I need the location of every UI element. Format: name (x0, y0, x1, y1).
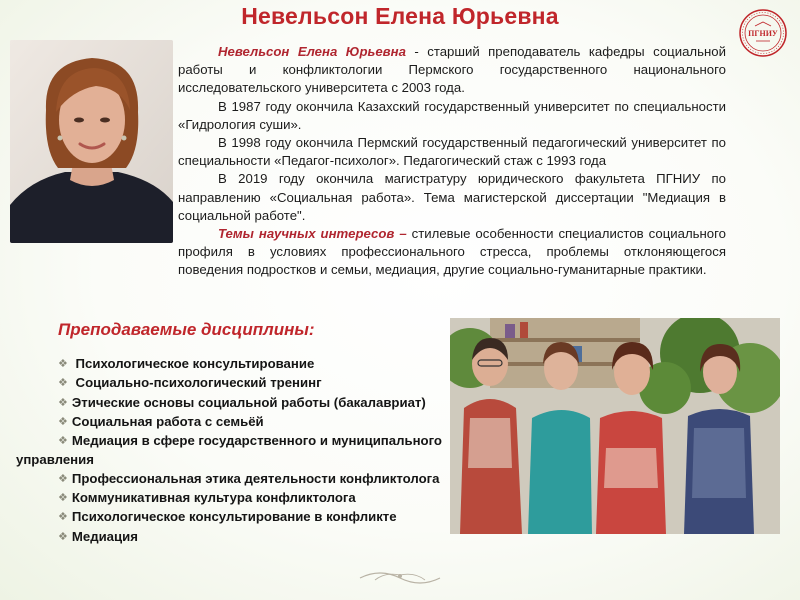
bullet-icon: ❖ (58, 511, 68, 524)
bullet-icon: ❖ (58, 472, 68, 485)
list-item: ❖ Психологическое консультирование в конфликте (58, 509, 397, 525)
list-item: ❖ Медиация (58, 528, 138, 544)
bullet-icon: ❖ (58, 492, 68, 505)
bio-intro-text: - старший преподаватель кафедры социальной работы и конфликтологии Пермского государственного национального исследовательского университета с 2003 года. (178, 44, 726, 96)
list-item: ❖ Профессиональная этика деятельности конфликтолога (58, 470, 440, 486)
bullet-icon: ❖ (58, 415, 68, 428)
interests-text: стилевые особенности специалистов социального профиля в условиях профессионального стресса, проблемы отклоняющегося поведения подростков и семьи, медиация, другие социально-гуманитарные практики. (178, 226, 726, 278)
bullet-icon: ❖ (58, 396, 68, 409)
disciplines-heading: Преподаваемые дисциплины: (58, 320, 315, 339)
group-photo (450, 318, 780, 534)
bullet-icon: ❖ (58, 530, 68, 543)
list-item: ❖ Социально-психологический тренинг (58, 375, 322, 391)
list-item: ❖ Коммуникативная культура конфликтолога (58, 490, 356, 506)
bio-paragraph-interests (178, 225, 726, 280)
decorative-ornament-icon (355, 560, 445, 590)
list-item: ❖ Этические основы социальной работы (бакалавриат) (58, 394, 426, 410)
bullet-icon: ❖ (58, 435, 68, 448)
page-title: Невельсон Елена Юрьевна (241, 3, 559, 29)
disciplines-list (16, 355, 448, 547)
list-item: ❖ Медиация в сфере государственного и муниципального управления (16, 433, 442, 468)
list-item: ❖ Социальная работа с семьёй (58, 413, 264, 429)
list-item: ❖ Психологическое консультирование (58, 356, 315, 371)
university-seal-logo (738, 8, 788, 58)
bio-paragraph-education-1987: В 1987 году окончила Казахский государственный университет по специальности «Гидрология суши». (178, 98, 726, 132)
biography-text (178, 43, 726, 280)
bullet-icon: ❖ (58, 377, 68, 390)
bio-name: Невельсон Елена Юрьевна (218, 44, 406, 59)
svg-text:ПГНИУ: ПГНИУ (748, 29, 778, 38)
bio-paragraph-education-2019: В 2019 году окончила магистратуру юридического факультета ПГНИУ по направлению «Социальная работа». Тема магистерской диссертации "Медиация в социальной работе". (178, 171, 726, 223)
portrait-photo (10, 40, 173, 243)
bio-paragraph-intro (178, 43, 726, 98)
bullet-icon: ❖ (58, 358, 68, 370)
bio-paragraph-education-1998: В 1998 году окончила Пермский государственный педагогический университет по специальности «Педагог-психолог». Педагогический стаж с 1993 года (178, 135, 726, 169)
interests-label: Темы научных интересов – (218, 226, 407, 242)
